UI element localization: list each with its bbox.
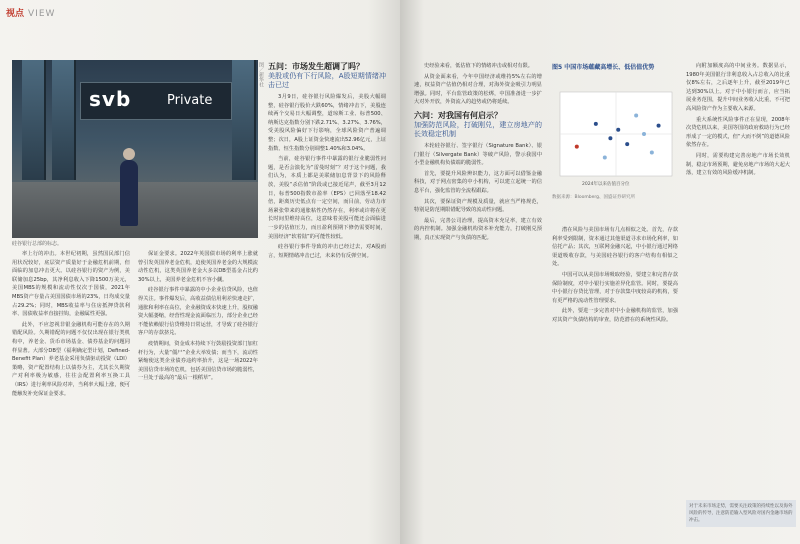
- right-page: [400, 0, 800, 544]
- paragraph: 其次，要保证资产规模及质量，就应当严格规范，特别是防范期限错配导致的流动性问题。: [414, 198, 542, 214]
- scatter-chart: [552, 90, 676, 190]
- section-header-zh: 视点: [6, 9, 25, 19]
- scatter-point: [575, 145, 579, 149]
- paragraph: 潜在风险与美国市场有几点相似之处。首先，存款利率受到限制，资本通过其他渠道寻求市场化利率，如信托产品；其次，互联网金融兴起，中小银行通过网络渠道吸收存款，与美国硅谷银行的客户结构有相似之处。: [552, 227, 678, 268]
- left-column-2: [138, 250, 258, 540]
- paragraph: 从资金面来看，今年中国经济或维持5%左右的增速，权益资产估值仍相对合理，对海外资金吸引力明显增强。同时，平台监管政策的松绑，中国准备进一步扩大对外开放，外资流入的趋势或仍将延续。: [414, 73, 542, 106]
- right-column-1: [414, 62, 542, 540]
- chart-figure-5: [552, 64, 678, 224]
- x-axis-label: 2024年以来估值百分位: [582, 182, 630, 187]
- scatter-point: [634, 114, 638, 118]
- chart-source: 数据来源：Bloomberg、国盛证券研究所: [552, 195, 635, 200]
- photo-caption: 硅谷银行总部的标志。: [12, 241, 63, 247]
- scatter-point: [650, 150, 654, 154]
- svb-sign: [80, 82, 232, 120]
- scatter-point: [608, 136, 612, 140]
- svb-sign-sub: Private: [167, 93, 213, 108]
- paragraph: 最后，完善公司治理，提高资本充足率，建立有效的内控机制。加强金融机构资本补充能力，打破刚兑预期，真正实现资产与负债的匹配。: [414, 217, 542, 241]
- paragraph: 率上行的冲击。本世纪初期，虽然国民部门信用状况较好，底层资产质量好于金融危机前期，但面临的加息冲击更大。以硅谷银行的资产为例，美联储加息25bp，其净利息收入下降1500万美元，美国MBS的规模和流动性仅次于国债，2021年MBS资产存量占美国国债市场的23%，日均成交量占29.2%；同时，MBS收益率与住房抵押贷款利率、国债收益率直接挂钩，金融属性更强。: [12, 251, 130, 318]
- question-5-title: 五问：市场发生超调了吗？: [268, 62, 364, 71]
- paragraph: 保证金要求。2022年英国债市场的利率上涨就曾引发英国养老金危机，迫使英国养老金的大规模流动性危机，这类英国养老金大多以DB型基金占比约30%以上，美国养老金危机不容小觑。: [138, 251, 258, 283]
- paragraph: 此外，要进一步完善对中小金融机构的监管，加强对其资产负债结构的审查，防范潜在的系统性风险。: [552, 308, 678, 323]
- chart-title: 图5 中国市场蕴藏高增长、低估值优势: [552, 64, 655, 71]
- scatter-point: [657, 124, 661, 128]
- paragraph: 重大系统性风险事件正在显现，2008年次贷危机以来，美国等国的政府救助行为已经形成了一定的模式，但“大而不倒”的道德风险依然存在。: [686, 116, 790, 149]
- question-6-title: 六问：对我国有何启示？: [414, 110, 502, 120]
- paragraph: 中国可以从美国市场吸取经验，要建立和完善存款保险制度，对中小银行实施差异化监管。同时，要提高中小银行存贷比管理，对于存款集中度较高的机构，要有更严格的流动性管理要求。: [552, 271, 678, 304]
- paragraph: 本轮硅谷银行、签字银行（Signature Bank）、银门银行（Silvergate Bank）等破产风险，警示我国中小型金融机构负债端的脆弱性。: [414, 142, 542, 167]
- scatter-point: [603, 156, 607, 160]
- paragraph: 当前，硅谷银行事件中暴露的银行业脆弱性问题，是否会演化为“雷曼时刻”？对于这个问题，我们认为，本质上都是美联储加息背景下的风险释放，美股“杀估值”阶段或已接近尾声，截至3月12日，标普500指数市盈率（EPS）已回落至18.42倍，距离历史低点有一定空间，而目前，劳动力市场紧张带来的通胀粘性仍然存在，利率或许将在更长时间里维持高位，这意味着美股可能还会面临进一步的估值压力，而且盈利预期下修仍需要时间，美国经济“软着陆”的可能性较低。: [268, 156, 386, 240]
- paragraph: 疫情期间，资金成本持续下行鼓励投资部门加杠杆行为，大量“僵尸”企业大举发债；而当下，流动性紧缩使这类企业债券违约率抬升，这是一场2022年美国信贷市场的危机，包括美国信贷市场的脆弱性，一旦处于最高的“最后一根稻草”。: [138, 340, 258, 382]
- question-6-subtitle: 加强防范风险，打破刚兑，建立房地产的长效稳定机制: [414, 120, 542, 138]
- question-5-subtitle: 美股或仍有下行风险，A股短期情绪冲击已过: [268, 72, 386, 89]
- pedestrian-figure: [120, 160, 138, 226]
- paragraph: 同时，需要构建完善房地产市场长效机制，稳定市场预期，避免房地产市场的大起大落，建立有效的风险缓冲机制。: [686, 152, 790, 177]
- svb-sign-main: svb: [89, 87, 132, 111]
- paragraph: 向附加额度高的中间业务。数据显示，1980年美国银行非利息收入占总收入的比重仅8%左右，之后逐年上升，截至2019年已达到30%以上。对于中小银行而言，应当拓展业务范围，提升中间业务收入比重，不可把高风险资产作为主要收入来源。: [686, 63, 790, 112]
- section-header: [6, 6, 55, 19]
- paragraph: 史经验来看，低估值下的情绪冲击或相对有限。: [424, 63, 533, 69]
- scatter-point: [625, 142, 629, 146]
- section-header-en: VIEW: [28, 9, 56, 19]
- photo-credit: 图／新华社: [258, 62, 264, 87]
- svb-photo: [12, 60, 258, 238]
- left-column-3: [268, 62, 386, 540]
- paragraph: 3月9日，硅谷银行风险爆发后，美股大幅调整，硅谷银行股价大跌60%，情绪冲击下，美股连续两个交易日大幅调整，道琼斯工业、标普500、纳斯达克指数分别下跌2.71%、3.27%、3.76%，受美股风险偏好下行影响，全球风险资产普遍调整；次日，A股上证资金快速流出52.96亿元，上证指数、恒生指数分别调整1.40%和3.04%。: [268, 94, 386, 152]
- scatter-point: [594, 122, 598, 126]
- paragraph: 硅谷银行事件中暴露的中小企业信贷风险，也值得关注。事件爆发后，高收益债信用利差快速走扩，通胀和利率在高位，企业融资成本快速上升，股权融资大幅萎缩，经营性现金流面临压力，部分企业已经不能依赖银行信贷维持日常运营，才导致了硅谷银行客户的存款挤兑。: [138, 287, 258, 337]
- paragraph: 首先，要提升风险辨识能力，这方面可以借鉴金融科技，对于网点密集的中小机构，可以建立起统一的信息平台，强化监管的全流程跟踪。: [414, 170, 542, 194]
- left-column-1: [12, 250, 130, 540]
- scatter-point: [616, 128, 620, 132]
- paragraph: 此外，不应忽视非银金融机构可能存在的久期错配风险。久期错配的问题不仅仅出现在银行类机构中，养老金、货币市场基金、债券基金的问题同样显著。大部分DB型（福利确定型计划，Defined-Benefit Plan）养老基金采用负债驱动投资（LDI）策略，资产配置结构上以债券为主，尤其长久期资产对利率极为敏感，往往会配置利率互换工具（IRS）进行利率风险对冲，当利率大幅上涨，便可能触发补充保证金要求。: [12, 321, 130, 397]
- scatter-point: [642, 132, 646, 136]
- paragraph: 硅谷银行事件导致的冲击已经过去，对A股而言，短期情绪冲击已过，未来仍有反弹空间。: [268, 244, 386, 259]
- right-column-3: [686, 62, 790, 492]
- footnote-box: 对于未来市场走势，需要关注政策的持续性以及海外风险的传导，注意防范输入型风险对国内金融市场的冲击。: [686, 500, 796, 527]
- right-column-2: [552, 226, 678, 540]
